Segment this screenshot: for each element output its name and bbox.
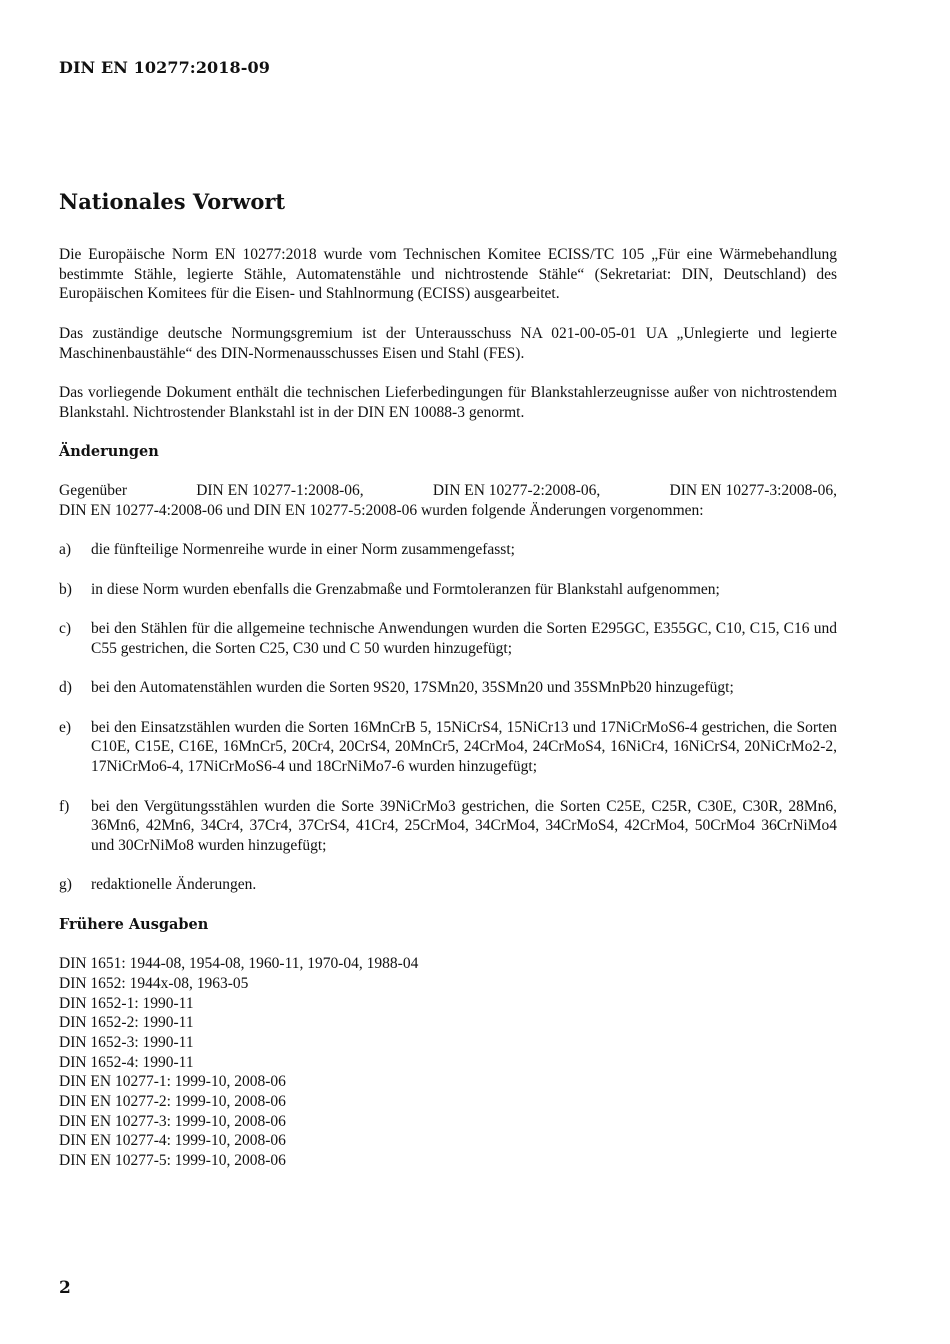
edition-line: DIN EN 10277-4: 1999-10, 2008-06 (59, 1132, 286, 1150)
changes-list (59, 540, 837, 895)
foreword-paragraph: Die Europäische Norm EN 10277:2018 wurde vom Technischen Komitee ECISS/TC 105 „Für eine Wärmebehandlung bestimmte Stähle, legierte Stähle, Automatenstähle und nichtrostende Stähle“ (Sekretariat: DIN, Deutschland) des Europäischen Komitees für die Eisen- und Stahlnormung (ECISS) ausgearbeitet. (59, 246, 837, 303)
list-item-text: bei den Automatenstählen wurden die Sorten 9S20, 17SMn20, 35SMn20 und 35SMnPb20 hinzugefügt; (91, 679, 734, 697)
changes-intro-part: Gegenüber (59, 482, 127, 500)
edition-line: DIN EN 10277-5: 1999-10, 2008-06 (59, 1152, 286, 1170)
list-marker: g) (59, 876, 72, 894)
list-marker: b) (59, 580, 72, 598)
list-item (59, 619, 837, 658)
edition-line: DIN 1652-3: 1990-11 (59, 1033, 194, 1051)
list-marker: c) (59, 620, 72, 638)
edition-line: DIN 1652: 1944x-08, 1963-05 (59, 974, 249, 992)
edition-line: DIN EN 10277-2: 1999-10, 2008-06 (59, 1093, 286, 1111)
list-item-text: in diese Norm wurden ebenfalls die Grenzabmaße und Formtoleranzen für Blankstahl aufgenommen; (91, 580, 720, 598)
page-content (59, 188, 837, 1171)
page-title: Nationales Vorwort (59, 189, 286, 214)
list-item (59, 580, 837, 600)
changes-intro-part: DIN EN 10277-2:2008-06, (432, 482, 601, 500)
list-marker: f) (59, 797, 70, 815)
list-item (59, 797, 837, 856)
edition-line: DIN EN 10277-3: 1999-10, 2008-06 (59, 1112, 286, 1130)
changes-intro-rest: DIN EN 10277-4:2008-06 und DIN EN 10277-5:2008-06 wurden folgende Änderungen vorgenommen: (59, 502, 704, 520)
edition-line: DIN 1652-2: 1990-11 (59, 1014, 194, 1032)
page-number: 2 (59, 1278, 71, 1298)
list-marker: e) (59, 718, 72, 736)
edition-line: DIN 1652-1: 1990-11 (59, 994, 194, 1012)
changes-intro-line (59, 481, 837, 501)
list-item (59, 718, 837, 777)
previous-editions-list (59, 954, 837, 1171)
foreword-paragraph: Das zuständige deutsche Normungsgremium ist der Unterausschuss NA 021-00-05-01 UA „Unlegierte und legierte Maschinenbaustähle“ des DIN-Normenausschusses Eisen und Stahl (FES). (59, 324, 837, 362)
list-item-text: bei den Vergütungsstählen wurden die Sorte 39NiCrMo3 gestrichen, die Sorten C25E, C25R, C30E, C30R, 28Mn6, 36Mn6, 42Mn6, 34Cr4, 37Cr4, 37CrS4, 41Cr4, 25CrMo4, 34CrMo4, 34CrMoS4, 42CrMo4, 50CrMo4 36CrNiMo4 und 30CrNiMo8 wurden hinzugefügt; (91, 797, 837, 854)
list-item (59, 678, 837, 698)
list-marker: d) (59, 679, 72, 697)
changes-heading: Änderungen (59, 442, 159, 460)
edition-line: DIN 1652-4: 1990-11 (59, 1053, 194, 1071)
list-item (59, 540, 837, 560)
document-id: DIN EN 10277:2018-09 (59, 58, 270, 77)
previous-editions-heading: Frühere Ausgaben (59, 915, 209, 933)
foreword-paragraph: Das vorliegende Dokument enthält die technischen Lieferbedingungen für Blankstahlerzeugnisse außer von nichtrostendem Blankstahl. Nichtrostender Blankstahl ist in der DIN EN 10088-3 genormt. (59, 383, 837, 421)
changes-intro-part: DIN EN 10277-1:2008-06, (196, 482, 364, 500)
list-item-text: bei den Stählen für die allgemeine technische Anwendungen wurden die Sorten E295GC, E355GC, C10, C15, C16 und C55 gestrichen, die Sorten C25, C30 und C 50 wurden hinzugefügt; (91, 620, 837, 657)
changes-intro-part: DIN EN 10277-3:2008-06, (669, 482, 837, 500)
list-item-text: die fünfteilige Normenreihe wurde in einer Norm zusammengefasst; (91, 541, 515, 559)
changes-intro (59, 481, 837, 520)
edition-line: DIN EN 10277-1: 1999-10, 2008-06 (59, 1073, 286, 1091)
edition-line: DIN 1651: 1944-08, 1954-08, 1960-11, 1970-04, 1988-04 (59, 955, 419, 973)
list-item-text: bei den Einsatzstählen wurden die Sorten 16MnCrB 5, 15NiCrS4, 15NiCr13 und 17NiCrMoS6-4 gestrichen, die Sorten C10E, C15E, C16E, 16MnCr5, 20Cr4, 20CrS4, 20MnCr5, 24CrMo4, 24CrMoS4, 16NiCr4, 16NiCrS4, 20NiCrMo2-2, 17NiCrMo6-4, 17NiCrMoS6-4 und 18CrNiMo7-6 wurden hinzugefügt; (91, 718, 837, 776)
list-item (59, 875, 837, 895)
list-marker: a) (59, 541, 72, 559)
list-item-text: redaktionelle Änderungen. (91, 876, 257, 894)
